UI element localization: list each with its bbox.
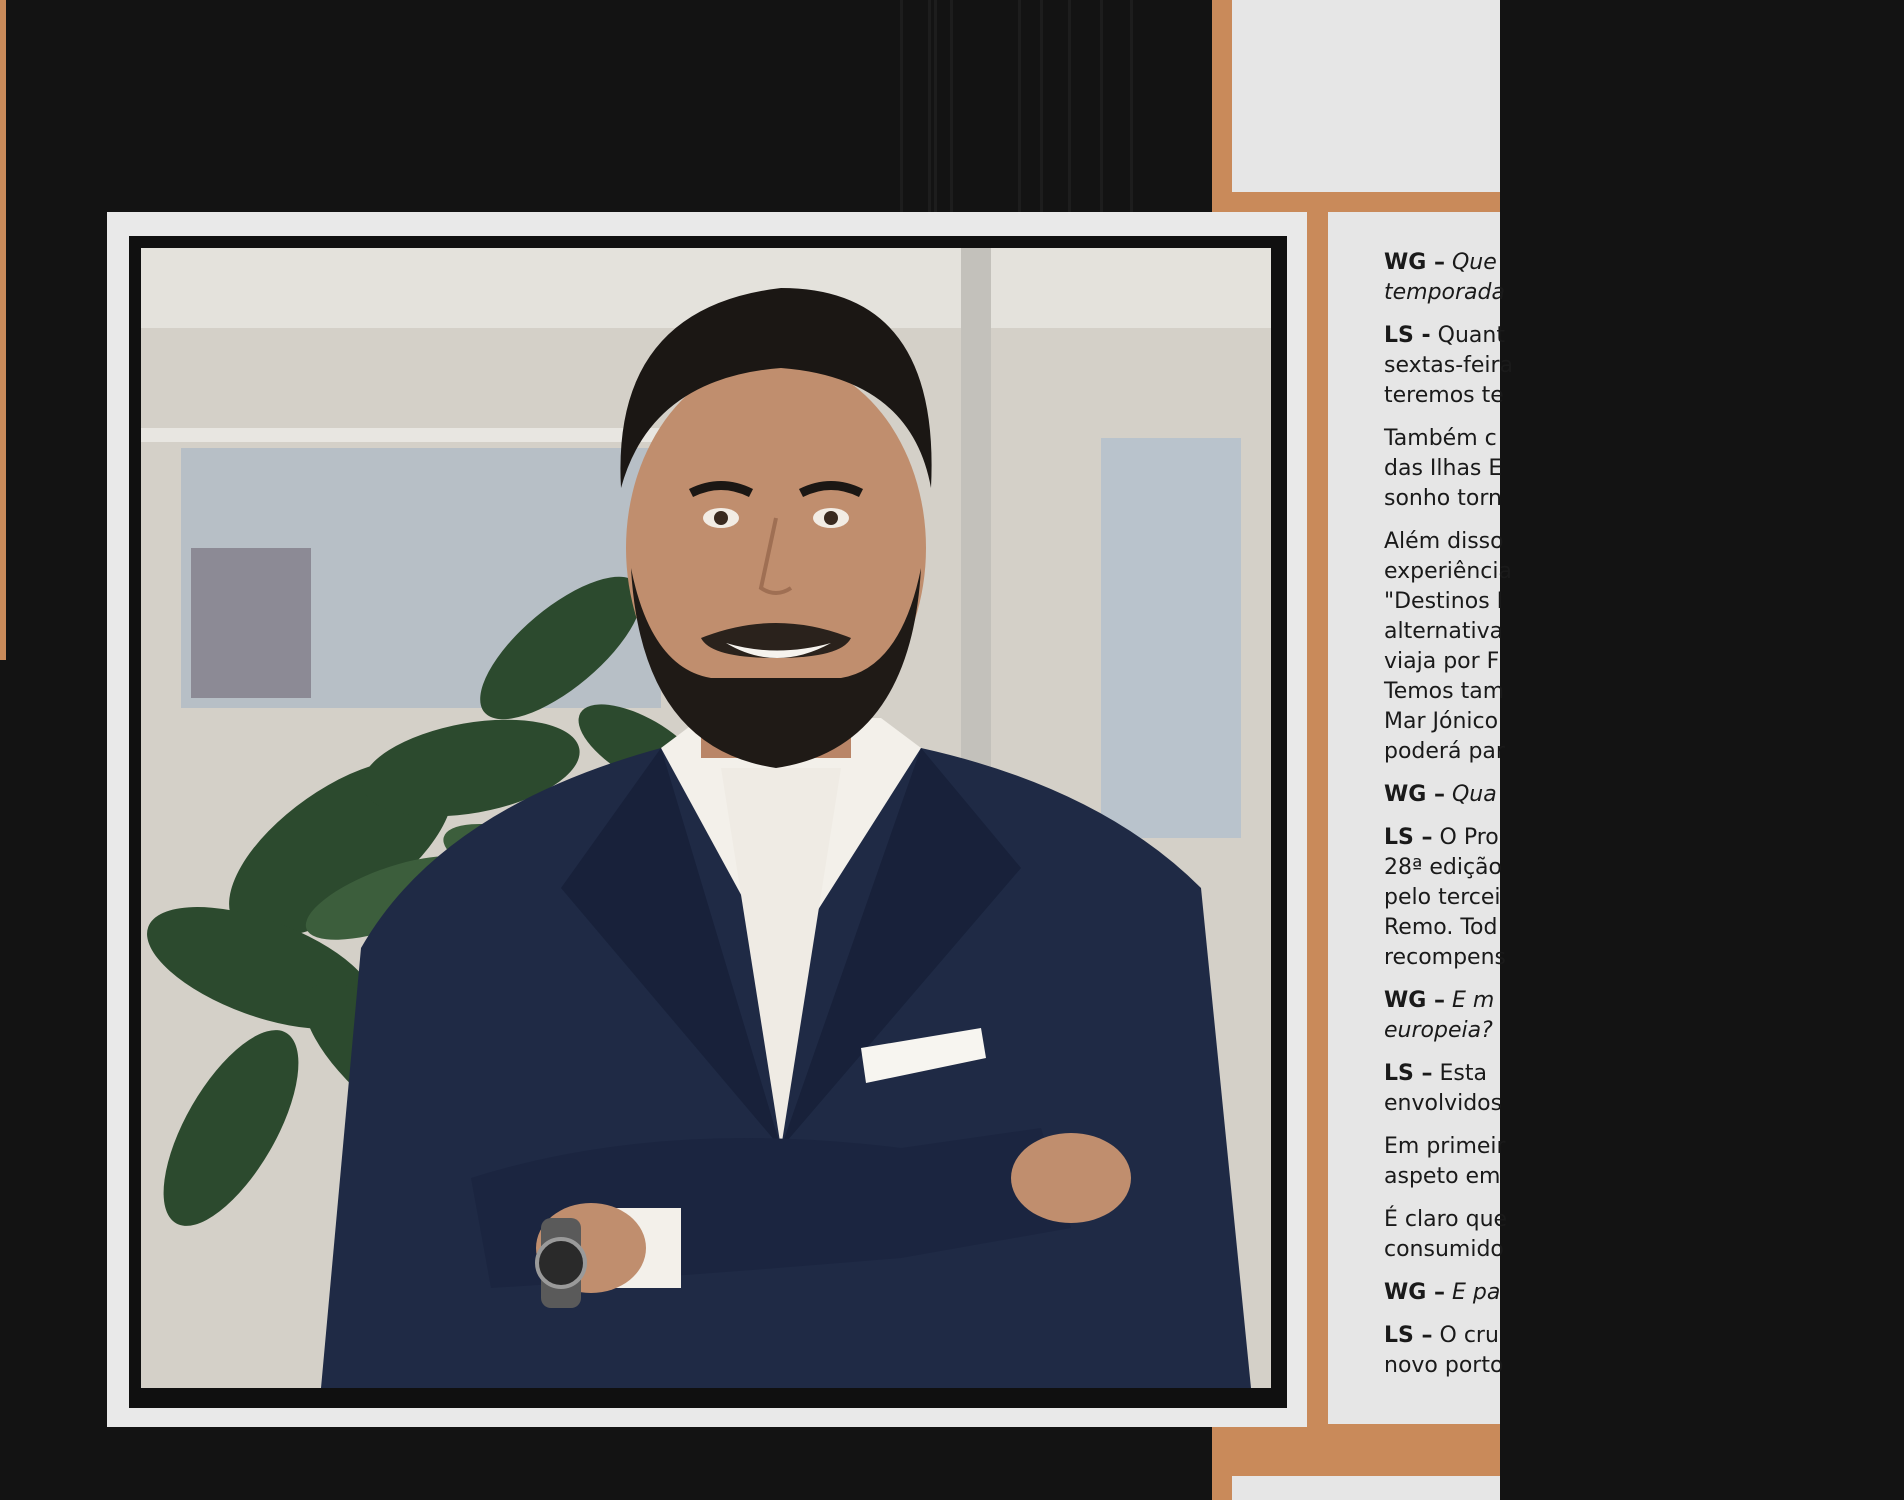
article-line	[1384, 677, 1904, 707]
article-line	[1384, 737, 1904, 767]
line-text: teremos te	[1384, 383, 1504, 408]
line-text: Remo. Tod	[1384, 915, 1498, 940]
article-line	[1384, 647, 1904, 677]
line-text: das Ilhas E	[1384, 456, 1503, 481]
line-text: O Pro	[1439, 825, 1499, 850]
portrait-illustration	[141, 248, 1271, 1388]
line-text: sextas-feira	[1384, 353, 1514, 378]
speaker-label: WG –	[1384, 250, 1445, 275]
speaker-label: WG –	[1384, 782, 1445, 807]
article-line	[1384, 484, 1904, 514]
article-line	[1384, 248, 1904, 278]
speaker-label: WG –	[1384, 1280, 1445, 1305]
article-line	[1384, 853, 1904, 883]
line-text: novo porto	[1384, 1353, 1504, 1378]
article-line	[1384, 278, 1904, 308]
line-text: poderá par	[1384, 739, 1505, 764]
article-line	[1384, 1089, 1904, 1119]
orange-bridge	[1212, 192, 1362, 212]
gray-top-block	[1232, 0, 1500, 192]
article-line	[1384, 780, 1904, 810]
article-line	[1384, 823, 1904, 853]
left-accent-bar	[0, 0, 6, 660]
article-line	[1384, 1351, 1904, 1381]
line-text: temporada	[1384, 280, 1505, 305]
article-line	[1384, 1205, 1904, 1235]
article-line	[1384, 527, 1904, 557]
line-text: "Destinos I	[1384, 589, 1504, 614]
line-text: viaja por F	[1384, 649, 1500, 674]
article-line	[1384, 557, 1904, 587]
article-line	[1384, 986, 1904, 1016]
line-text: pelo tercei	[1384, 885, 1501, 910]
article-line	[1384, 943, 1904, 973]
line-text: europeia?	[1384, 1018, 1493, 1043]
article-line	[1384, 1278, 1904, 1308]
line-text: 28ª edição	[1384, 855, 1503, 880]
article-text-panel	[1328, 212, 1514, 1424]
article-line	[1384, 321, 1904, 351]
article-line	[1384, 1321, 1904, 1351]
line-text: Que	[1451, 250, 1497, 275]
line-text: sonho torn	[1384, 486, 1502, 511]
line-text: É claro que	[1384, 1207, 1508, 1232]
speaker-label: WG –	[1384, 988, 1445, 1013]
article-line	[1384, 1235, 1904, 1265]
article-line	[1384, 617, 1904, 647]
photo-border	[129, 236, 1287, 1408]
line-text: Quant	[1437, 323, 1505, 348]
article-line	[1384, 707, 1904, 737]
line-text: Qua	[1451, 782, 1497, 807]
article-line	[1384, 587, 1904, 617]
portrait-photo	[141, 248, 1271, 1388]
line-text: envolvidos	[1384, 1091, 1503, 1116]
line-text: Também c	[1384, 426, 1497, 451]
article-line	[1384, 1132, 1904, 1162]
article-line	[1384, 1162, 1904, 1192]
line-text: Em primeir	[1384, 1134, 1506, 1159]
line-text: Temos tam	[1384, 679, 1505, 704]
line-text: Mar Jónico	[1384, 709, 1499, 734]
speaker-label: LS –	[1384, 1323, 1433, 1348]
line-text: recompens	[1384, 945, 1506, 970]
line-text: E m	[1451, 988, 1495, 1013]
line-text: Além disso	[1384, 529, 1504, 554]
line-text: alternativa	[1384, 619, 1504, 644]
line-text: O cru	[1439, 1323, 1499, 1348]
article-line	[1384, 351, 1904, 381]
article-line	[1384, 381, 1904, 411]
speaker-label: LS -	[1384, 323, 1431, 348]
line-text: aspeto em	[1384, 1164, 1501, 1189]
line-text: E pa	[1451, 1280, 1501, 1305]
article-line	[1384, 913, 1904, 943]
line-text: Esta	[1439, 1061, 1488, 1086]
line-text: consumido	[1384, 1237, 1504, 1262]
decorative-stripes	[890, 0, 1190, 215]
article-line	[1384, 454, 1904, 484]
article-line	[1384, 1059, 1904, 1089]
speaker-label: LS –	[1384, 1061, 1433, 1086]
article-line	[1384, 883, 1904, 913]
photo-frame	[107, 212, 1307, 1427]
interview-text	[1384, 248, 1904, 1381]
article-line	[1384, 424, 1904, 454]
speaker-label: LS –	[1384, 825, 1433, 850]
line-text: experiência	[1384, 559, 1512, 584]
article-line	[1384, 1016, 1904, 1046]
gray-bottom-block	[1232, 1476, 1500, 1500]
